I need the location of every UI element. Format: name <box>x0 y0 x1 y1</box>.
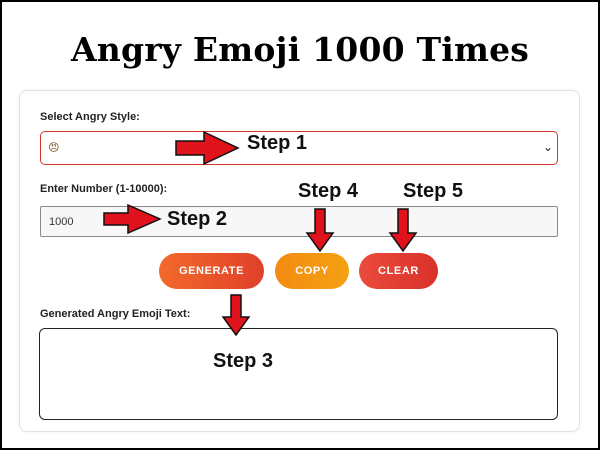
step-1-arrow-icon <box>176 132 238 164</box>
step-2-arrow-icon <box>104 205 160 233</box>
number-input-label: Enter Number (1-10000): <box>40 183 168 195</box>
selected-emoji: 😠 <box>48 141 60 154</box>
clear-button[interactable]: CLEAR <box>359 253 438 289</box>
style-select-label: Select Angry Style: <box>40 111 140 123</box>
output-label: Generated Angry Emoji Text: <box>40 308 191 320</box>
number-input[interactable]: 1000 <box>40 206 558 237</box>
step-4-arrow-icon <box>307 209 333 251</box>
step-3-label: Step 3 <box>213 350 274 372</box>
step-3-arrow-icon <box>223 295 249 335</box>
step-5-label: Step 5 <box>403 180 464 202</box>
step-2-label: Step 2 <box>167 208 228 230</box>
step-1-label: Step 1 <box>247 132 308 154</box>
page-title: Angry Emoji 1000 Times <box>70 30 530 69</box>
step-4-label: Step 4 <box>298 180 359 202</box>
copy-button[interactable]: COPY <box>275 253 349 289</box>
generate-button[interactable]: GENERATE <box>159 253 264 289</box>
chevron-down-icon[interactable]: ⌄ <box>542 140 553 154</box>
step-5-arrow-icon <box>390 209 416 251</box>
